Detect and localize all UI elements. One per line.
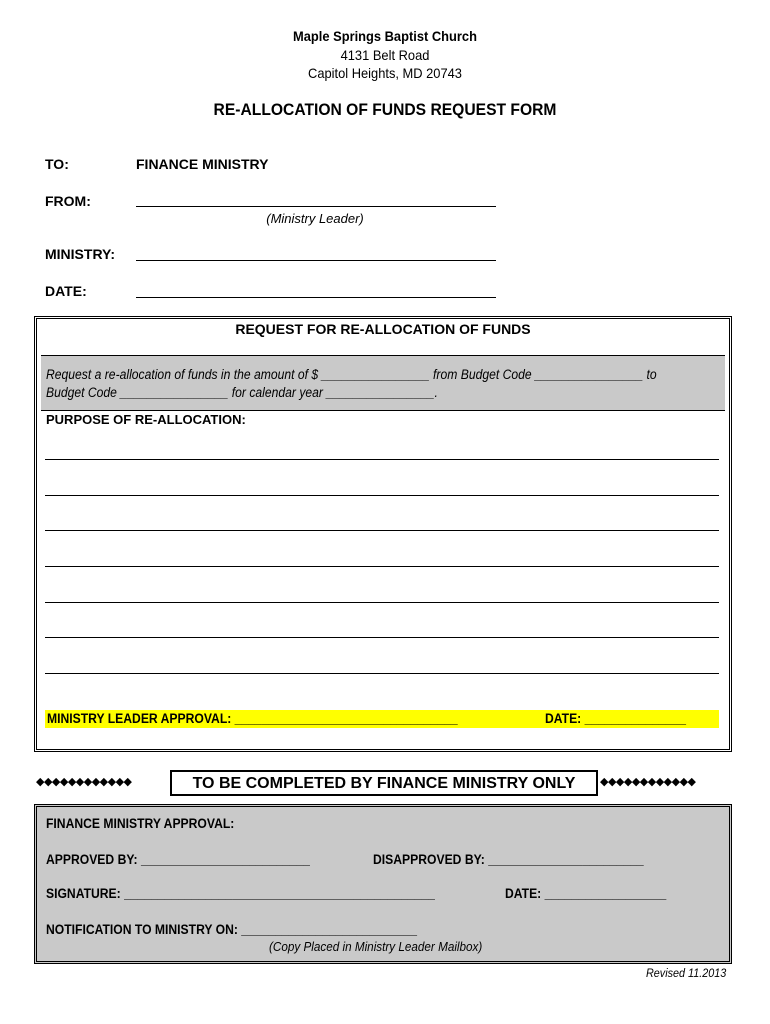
banner-diamonds-left: ◆◆◆◆◆◆◆◆◆◆◆◆ (36, 776, 132, 788)
date-label: DATE: (45, 283, 87, 299)
to-label: TO: (45, 156, 69, 172)
revised-date: Revised 11.2013 (646, 966, 727, 980)
date-field[interactable] (136, 297, 496, 298)
purpose-line[interactable] (45, 530, 719, 531)
purpose-line[interactable] (45, 673, 719, 674)
approved-by-field[interactable]: APPROVED BY: _________________________ (46, 852, 310, 867)
purpose-line[interactable] (45, 602, 719, 603)
to-value: FINANCE MINISTRY (136, 156, 269, 172)
ministry-field[interactable] (136, 260, 496, 261)
form-title: RE-ALLOCATION OF FUNDS REQUEST FORM (213, 100, 557, 119)
notification-caption: (Copy Placed in Ministry Leader Mailbox) (269, 939, 483, 954)
purpose-label: PURPOSE OF RE-ALLOCATION: (46, 412, 246, 427)
finance-approval-label: FINANCE MINISTRY APPROVAL: (46, 816, 235, 831)
disapproved-by-field[interactable]: DISAPPROVED BY: _______________________ (373, 852, 644, 867)
purpose-line[interactable] (45, 459, 719, 460)
purpose-line[interactable] (45, 637, 719, 638)
finance-section (34, 804, 732, 964)
banner-diamonds-right: ◆◆◆◆◆◆◆◆◆◆◆◆ (600, 776, 696, 788)
ministry-leader-approval[interactable]: MINISTRY LEADER APPROVAL: _________________________________ (47, 711, 458, 726)
request-line2[interactable]: Budget Code ________________ for calendar year ________________. (46, 385, 438, 400)
request-section (34, 316, 732, 752)
request-amount-panel (41, 355, 725, 411)
from-caption: (Ministry Leader) (266, 211, 364, 226)
from-label: FROM: (45, 193, 91, 209)
ministry-leader-approval-bar (45, 710, 719, 728)
from-field[interactable] (136, 206, 496, 207)
finance-banner (170, 770, 598, 796)
request-line1[interactable]: Request a re-allocation of funds in the amount of $ ________________ from Budget Code ________________ to (46, 367, 657, 382)
ministry-leader-approval-date[interactable]: DATE: _______________ (545, 711, 686, 726)
church-name: Maple Springs Baptist Church (293, 28, 477, 44)
signature-field[interactable]: SIGNATURE: ______________________________________________ (46, 886, 435, 901)
ministry-label: MINISTRY: (45, 246, 115, 262)
notification-field[interactable]: NOTIFICATION TO MINISTRY ON: __________________________ (46, 922, 417, 937)
finance-banner-text: TO BE COMPLETED BY FINANCE MINISTRY ONLY (192, 775, 576, 792)
church-address-line1: 4131 Belt Road (340, 47, 430, 63)
finance-date-field[interactable]: DATE: __________________ (505, 886, 667, 901)
purpose-line[interactable] (45, 566, 719, 567)
purpose-line[interactable] (45, 495, 719, 496)
church-address-line2: Capitol Heights, MD 20743 (308, 65, 462, 81)
request-title: REQUEST FOR RE-ALLOCATION OF FUNDS (235, 321, 531, 337)
